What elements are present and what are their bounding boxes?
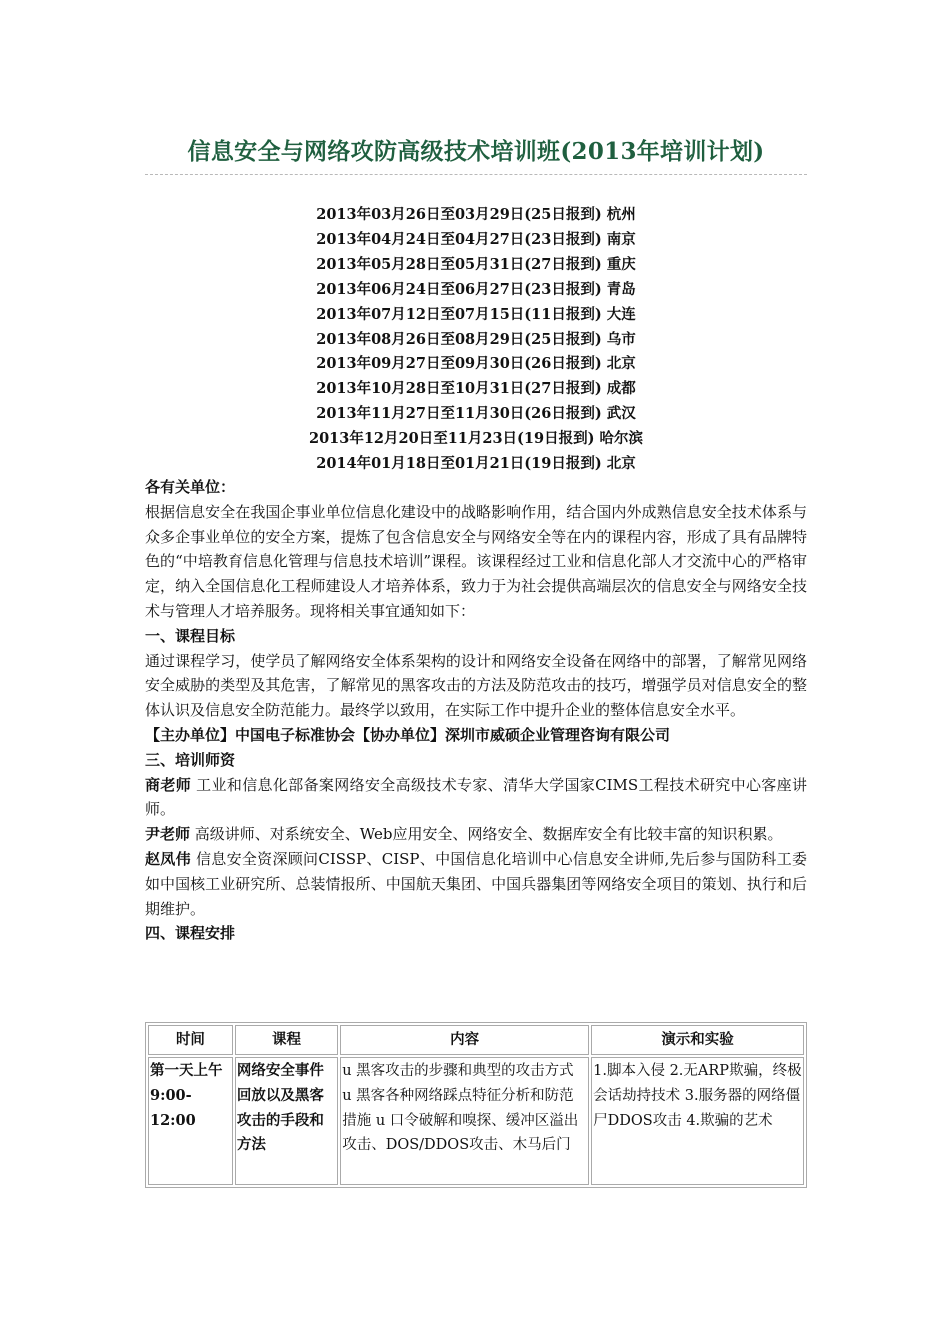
cell-content: u 黑客攻击的步骤和典型的攻击方式 u 黑客各种网络踩点特征分析和防范措施 u 口令破解和嗅探、缓冲区溢出攻击、DOS/DDOS攻击、木马后门 [340, 1057, 589, 1185]
schedule-item: 2013年07月12日至07月15日(11日报到) 大连 [316, 305, 636, 323]
table-row [148, 1057, 804, 1185]
teacher-entry [145, 773, 807, 823]
cell-demo: 1.脚本入侵 2.无ARP欺骗，终极会话劫持技术 3.服务器的网络僵尸DDOS攻击 4.欺骗的艺术 [591, 1057, 804, 1185]
schedule-item: 2013年12月20日至11月23日(19日报到) 哈尔滨 [308, 430, 644, 448]
schedule-item: 2013年03月26日至03月29日(25日报到) 杭州 [316, 206, 636, 223]
intro-paragraph: 根据信息安全在我国企事业单位信息化建设中的战略影响作用，结合国内外成熟信息安全技术体系与众多企事业单位的安全方案，提炼了包含信息安全与网络安全等在内的课程内容，形成了具有品牌特色的“中培教育信息化管理与信息技术培训”课程。该课程经过工业和信息化部人才交流中心的严格审定，纳入全国信息化工程师建设人才培养体系，致力于为社会提供高端层次的信息安全与网络安全技术与管理人才培养服务。现将相关事宜通知如下： [145, 502, 807, 620]
table-header-row [148, 1025, 804, 1055]
schedule-item: 2013年05月28日至05月31日(27日报到) 重庆 [316, 255, 636, 273]
page-title: 信息安全与网络攻防高级技术培训班(2013年培训计划) [187, 138, 765, 165]
teacher-entry [145, 847, 807, 921]
teacher-name: 尹老师 [145, 825, 191, 844]
teacher-entry [145, 822, 807, 847]
column-header-time: 时间 [148, 1025, 233, 1055]
teacher-name: 商老师 [145, 775, 192, 794]
schedule-item: 2013年06月24日至06月27日(23日报到) 青岛 [316, 280, 636, 298]
schedule-item: 2014年01月18日至01月21日(19日报到) 北京 [316, 455, 636, 473]
title-divider [145, 174, 807, 175]
column-header-course: 课程 [235, 1025, 338, 1055]
schedule-item: 2013年09月27日至09月30日(26日报到) 北京 [316, 355, 636, 373]
organizers-line: 【主办单位】中国电子标准协会【协办单位】深圳市威硕企业管理咨询有限公司 [145, 725, 671, 744]
goals-paragraph: 通过课程学习，使学员了解网络安全体系架构的设计和网络安全设备在网络中的部署，了解常见网络安全威胁的类型及其危害，了解常见的黑客攻击的方法及防范攻击的技巧，增强学员对信息安全的整体认识及信息安全防范能力。最终学以致用，在实际工作中提升企业的整体信息安全水平。 [145, 651, 807, 720]
cell-time: 第一天上午9:00-12:00 [148, 1057, 233, 1185]
teacher-desc: 高级讲师、对系统安全、Web应用安全、网络安全、数据库安全有比较丰富的知识积累。 [190, 825, 783, 844]
section-heading-teachers: 三、培训师资 [145, 750, 236, 769]
schedule-item: 2013年08月26日至08月29日(25日报到) 乌市 [316, 330, 636, 348]
teacher-name: 赵凤伟 [145, 849, 191, 868]
section-heading-goals: 一、课程目标 [145, 626, 236, 645]
salutation: 各有关单位： [145, 478, 236, 496]
teacher-desc: 信息安全资深顾问CISSP、CISP、中国信息化培训中心信息安全讲师,先后参与国防科工委如中国核工业研究所、总装情报所、中国航天集团、中国兵器集团等网络安全项目的策划、执行和后期维护。 [145, 849, 807, 918]
cell-course: 网络安全事件回放以及黑客攻击的手段和方法 [235, 1057, 338, 1185]
teacher-desc: 工业和信息化部备案网络安全高级技术专家、清华大学国家CIMS工程技术研究中心客座讲师。 [145, 775, 807, 819]
schedule-item: 2013年04月24日至04月27日(23日报到) 南京 [316, 230, 636, 248]
course-table [145, 1022, 807, 1188]
schedule-item: 2013年11月27日至11月30日(26日报到) 武汉 [316, 405, 636, 423]
section-heading-schedule: 四、课程安排 [145, 924, 236, 943]
column-header-content: 内容 [340, 1025, 589, 1055]
schedule-list [145, 203, 807, 477]
column-header-demo: 演示和实验 [591, 1025, 804, 1055]
schedule-item: 2013年10月28日至10月31日(27日报到) 成都 [316, 380, 636, 398]
document-body [145, 475, 807, 946]
